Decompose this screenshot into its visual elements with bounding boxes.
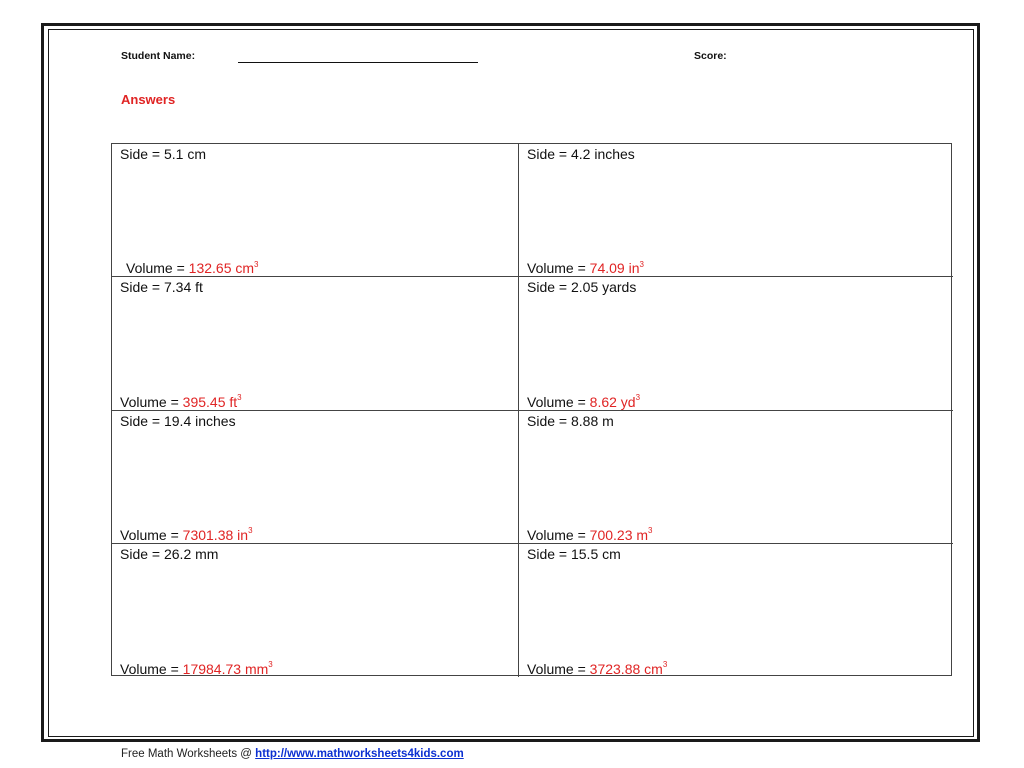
problem-cell (519, 544, 953, 677)
problem-cell (112, 277, 519, 410)
volume-prefix: Volume = (126, 260, 189, 277)
student-name-blank (238, 62, 478, 63)
side-text: Side = 19.4 inches (120, 412, 236, 429)
volume-line (120, 527, 253, 543)
volume-unit: m (636, 526, 649, 543)
problem-cell (112, 144, 519, 277)
volume-prefix: Volume = (120, 526, 183, 543)
volume-unit: in (237, 526, 249, 543)
volume-exponent: 3 (268, 660, 273, 670)
volume-prefix: Volume = (527, 393, 590, 410)
volume-unit: ft (229, 393, 238, 410)
volume-value: 3723.88 (589, 661, 641, 677)
volume-line (126, 260, 259, 276)
volume-prefix: Volume = (527, 526, 590, 543)
volume-value: 700.23 (589, 526, 633, 543)
volume-line (120, 394, 242, 410)
score-label: Score: (694, 50, 727, 62)
footer-text: Free Math Worksheets @ (121, 748, 256, 760)
side-text: Side = 2.05 yards (527, 279, 637, 296)
side-text: Side = 4.2 inches (527, 146, 635, 162)
volume-value: 74.09 (589, 260, 625, 277)
student-name-label: Student Name: (121, 50, 196, 62)
volume-exponent: 3 (237, 392, 242, 402)
problem-cell (112, 544, 519, 677)
volume-prefix: Volume = (120, 661, 183, 677)
side-text: Side = 8.88 m (527, 412, 614, 429)
volume-prefix: Volume = (527, 260, 590, 277)
volume-unit: cm (644, 661, 663, 677)
volume-unit: mm (244, 661, 269, 677)
side-text: Side = 5.1 cm (120, 146, 206, 162)
volume-exponent: 3 (254, 259, 259, 269)
problem-cell (519, 277, 953, 410)
volume-line (527, 527, 653, 543)
volume-value: 132.65 (188, 260, 232, 277)
problem-cell (112, 411, 519, 544)
volume-value: 395.45 (182, 393, 226, 410)
side-text: Side = 15.5 cm (527, 545, 621, 562)
answers-grid (111, 143, 952, 676)
volume-exponent: 3 (662, 660, 668, 670)
footer (121, 748, 464, 760)
volume-unit: in (628, 260, 640, 277)
answers-title: Answers (121, 92, 176, 107)
side-text: Side = 7.34 ft (120, 279, 203, 296)
volume-prefix: Volume = (120, 393, 183, 410)
problem-cell (519, 144, 953, 277)
volume-unit: cm (235, 260, 255, 277)
volume-prefix: Volume = (527, 661, 590, 677)
volume-exponent: 3 (635, 392, 641, 402)
volume-line (527, 661, 667, 677)
footer-link[interactable]: http://www.mathworksheets4kids.com (255, 748, 464, 760)
volume-exponent: 3 (248, 526, 253, 536)
volume-value: 7301.38 (182, 526, 234, 543)
volume-line (120, 661, 273, 677)
volume-exponent: 3 (639, 259, 644, 269)
volume-unit: yd (620, 393, 636, 410)
side-text: Side = 26.2 mm (120, 545, 219, 562)
volume-exponent: 3 (648, 526, 653, 536)
volume-line (527, 260, 644, 276)
problem-cell (519, 411, 953, 544)
volume-line (527, 394, 640, 410)
volume-value: 8.62 (589, 393, 617, 410)
volume-value: 17984.73 (182, 661, 242, 677)
